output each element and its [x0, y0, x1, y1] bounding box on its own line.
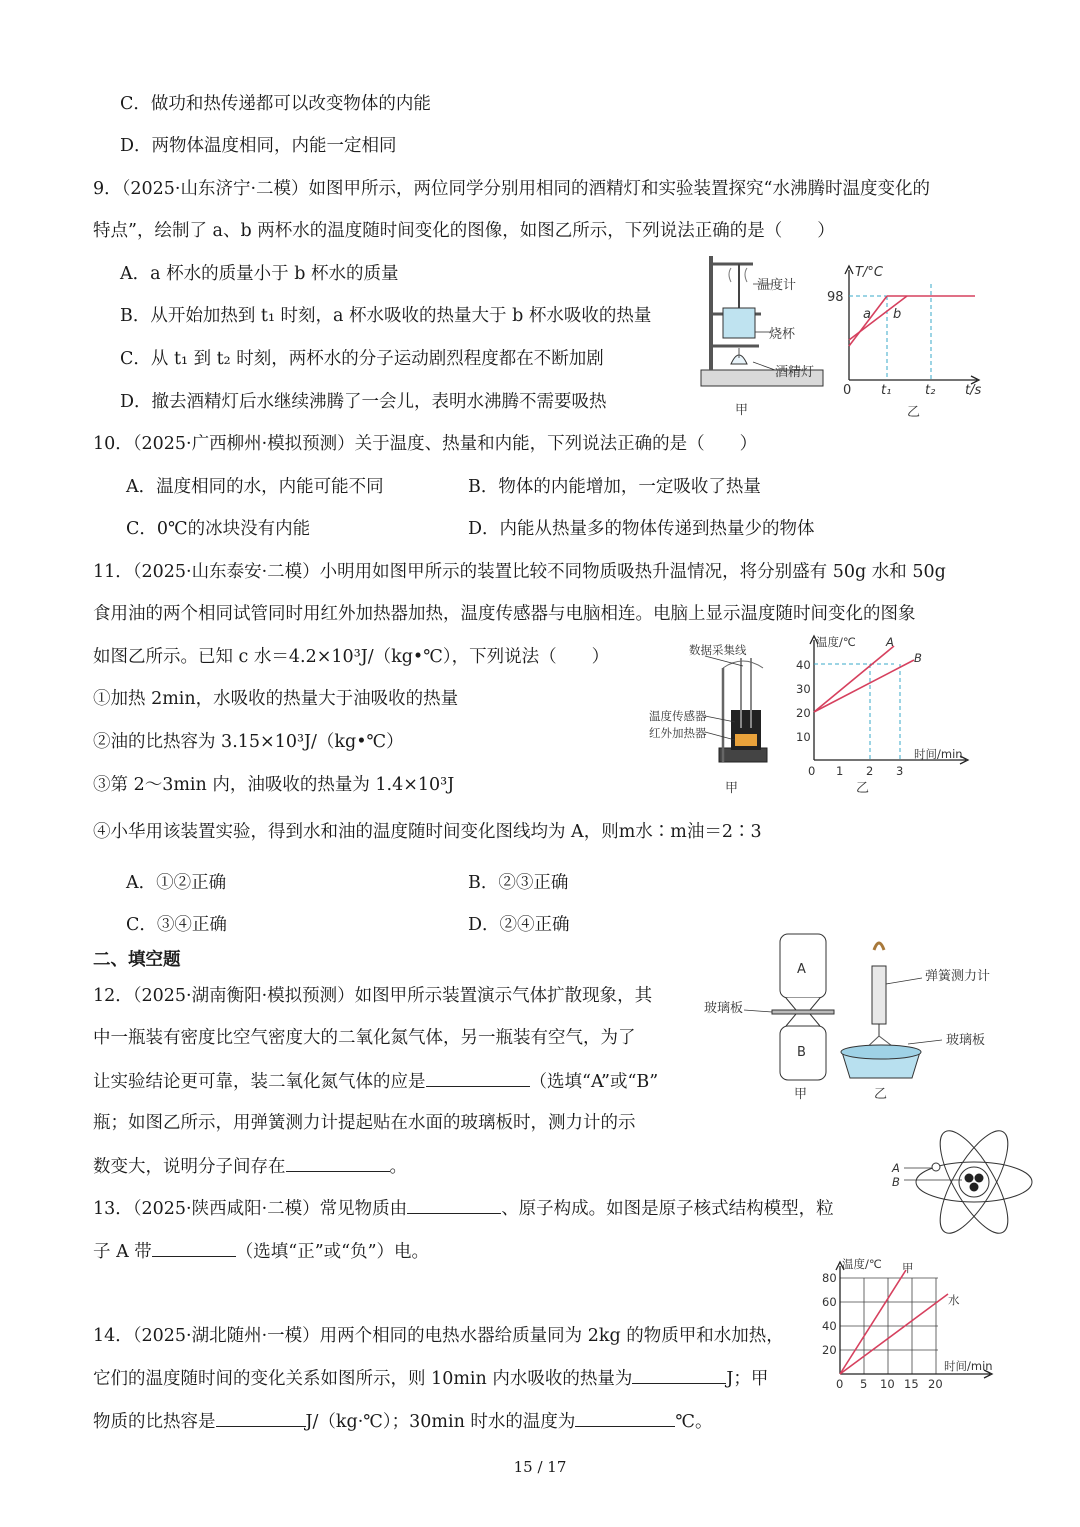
q13-atom-model — [888, 1120, 1038, 1250]
q9-stem-line2: 特点”，绘制了 a、b 两杯水的温度随时间变化的图像，如图乙所示，下列说法正确的是（ ） — [93, 221, 835, 241]
xtick-1: 1 — [836, 764, 844, 778]
q11-statement-1: ①加热 2min，水吸收的热量大于油吸收的热量 — [93, 689, 459, 709]
q14-line2-text-a: 它们的温度随时间的变化关系如图所示，则 10min 内水吸收的热量为 — [93, 1369, 633, 1389]
label-bottle-b: B — [797, 1045, 806, 1060]
q11-option-b: B．②③正确 — [468, 873, 569, 893]
q8-option-d: D．两物体温度相同，内能一定相同 — [120, 136, 397, 156]
x-label: t/s — [965, 383, 982, 398]
q12-line5-text-b: 。 — [389, 1157, 407, 1177]
q11-option-d: D．②④正确 — [468, 915, 570, 935]
y-label: 温度/℃ — [816, 635, 856, 649]
label-beaker: 烧杯 — [769, 327, 796, 342]
electron-icon — [932, 1163, 940, 1171]
q10-option-a: A．温度相同的水，内能可能不同 — [126, 477, 384, 497]
nucleus-icon — [959, 1167, 989, 1197]
caption-yi: 乙 — [856, 781, 870, 796]
spring-scale-icon — [872, 966, 886, 1024]
label-lamp: 酒精灯 — [775, 365, 815, 380]
q11-temperature-graph — [790, 632, 975, 797]
caption-jia: 甲 — [725, 781, 739, 796]
q14-line3-text-b: J/（kg·℃）；30min 时水的温度为 — [305, 1412, 576, 1432]
heater-base — [719, 748, 767, 762]
line-water — [840, 1294, 948, 1374]
q14-line3-text-a: 物质的比热容是 — [93, 1412, 216, 1432]
label-bottle-a: A — [797, 962, 806, 977]
q12-line4: 瓶；如图乙所示，用弹簧测力计提起贴在水面的玻璃板时，测力计的示 — [93, 1113, 636, 1133]
q11-stem-line1: 11．（2025·山东泰安·二模）小明用如图甲所示的装置比较不同物质吸热升温情况，将分别盛有 50g 水和 50g — [93, 562, 946, 582]
q11-stem-line3: 如图乙所示。已知 c 水＝4.2×10³J/（kg•℃），下列说法（ ） — [93, 647, 610, 667]
line-jia — [840, 1270, 906, 1374]
q10-option-d: D．内能从热量多的物体传递到热量少的物体 — [468, 519, 815, 539]
tick-t2: t₂ — [925, 383, 936, 398]
xtick-0: 0 — [836, 1377, 844, 1391]
y-label: T/°C — [855, 265, 883, 280]
section-title: 二、填空题 — [93, 950, 181, 970]
q14-temperature-graph — [808, 1256, 1008, 1396]
q14-answer-blank-2[interactable] — [216, 1408, 306, 1427]
caption-jia: 甲 — [735, 403, 749, 418]
glass-plate-icon — [772, 1010, 834, 1014]
q10-option-c: C．0℃的冰块没有内能 — [126, 519, 311, 539]
q13-line1-text-b: 、原子构成。如图是原子核式结构模型，粒 — [501, 1199, 834, 1219]
label-heater: 红外加热器 — [649, 726, 707, 740]
q13-line1 — [93, 1195, 834, 1222]
q13-line2-text-b: （选填“正”或“负”）电。 — [235, 1242, 430, 1262]
q14-line2 — [93, 1365, 768, 1392]
q13-line2-text-a: 子 A 带 — [93, 1242, 152, 1262]
q12-line3-text-b: （选填“A”或“B” — [529, 1072, 659, 1092]
q12-answer-blank-1[interactable] — [426, 1068, 530, 1087]
q12-line5-text-a: 数变大，说明分子间存在 — [93, 1157, 286, 1177]
q11-apparatus-figure — [645, 638, 795, 798]
beaker-icon — [723, 308, 755, 338]
ytick-10: 10 — [796, 730, 811, 744]
xtick-0: 0 — [808, 764, 816, 778]
tick-t1: t₁ — [881, 383, 892, 398]
q13-line2 — [93, 1238, 429, 1265]
q10-stem: 10．（2025·广西柳州·模拟预测）关于温度、热量和内能，下列说法正确的是（ ） — [93, 434, 758, 454]
q12-line3 — [93, 1068, 658, 1095]
q14-line3-text-c: ℃。 — [675, 1412, 713, 1432]
q9-temperature-graph — [825, 262, 985, 422]
q14-answer-blank-1[interactable] — [632, 1365, 726, 1384]
label-particle-a: A — [892, 1161, 900, 1175]
ytick-40: 40 — [822, 1319, 837, 1333]
xtick-5: 5 — [860, 1377, 868, 1391]
q9-apparatus-figure — [695, 252, 830, 420]
caption-jia: 甲 — [794, 1087, 808, 1102]
x-label: 时间/min — [914, 747, 963, 761]
line-B — [814, 660, 914, 712]
q14-line1: 14．（2025·湖北随州·一模）用两个相同的电热水器给质量同为 2kg 的物质甲和水加热， — [93, 1326, 784, 1346]
y-label: 温度/℃ — [842, 1257, 882, 1271]
q12-line5 — [93, 1153, 407, 1180]
q12-line1: 12．（2025·湖南衡阳·模拟预测）如图甲所示装置演示气体扩散现象，其 — [93, 986, 653, 1006]
q13-line1-text-a: 13．（2025·陕西咸阳·二模）常见物质由 — [93, 1199, 408, 1219]
label-a: a — [863, 307, 871, 322]
label-A: A — [886, 635, 894, 649]
q11-statement-2: ②油的比热容为 3.15×10³J/（kg•℃） — [93, 732, 404, 752]
q12-line3-text-a: 让实验结论更可靠，装二氧化氮气体的应是 — [93, 1072, 426, 1092]
q14-answer-blank-3[interactable] — [575, 1408, 675, 1427]
q8-option-c: C．做功和热传递都可以改变物体的内能 — [120, 94, 431, 114]
q12-answer-blank-2[interactable] — [286, 1153, 390, 1172]
tick-98: 98 — [827, 290, 844, 305]
label-water: 水 — [948, 1293, 960, 1307]
q9-option-d: D．撤去酒精灯后水继续沸腾了一会儿，表明水沸腾不需要吸热 — [120, 392, 607, 412]
xtick-10: 10 — [880, 1377, 895, 1391]
q11-option-a: A．①②正确 — [126, 873, 227, 893]
page-number: 15 / 17 — [513, 1458, 567, 1476]
q12-line2: 中一瓶装有密度比空气密度大的二氧化氮气体，另一瓶装有空气，为了 — [93, 1028, 636, 1048]
q9-option-a: A．a 杯水的质量小于 b 杯水的质量 — [120, 264, 399, 284]
q9-stem-line1: 9．（2025·山东济宁·二模）如图甲所示，两位同学分别用相同的酒精灯和实验装置探究“水沸腾时温度变化的 — [93, 179, 930, 199]
q14-line3 — [93, 1408, 712, 1435]
line-A — [814, 646, 894, 712]
label-b: b — [893, 307, 902, 322]
q13-answer-blank-1[interactable] — [407, 1195, 501, 1214]
label-sensor: 温度传感器 — [649, 709, 707, 723]
label-cable: 数据采集线 — [689, 643, 747, 657]
caption-yi: 乙 — [907, 405, 921, 420]
x-label: 时间/min — [944, 1359, 993, 1373]
ytick-60: 60 — [822, 1295, 837, 1309]
ytick-30: 30 — [796, 682, 811, 696]
xtick-15: 15 — [904, 1377, 919, 1391]
label-B: B — [914, 651, 922, 665]
q11-option-c: C．③④正确 — [126, 915, 227, 935]
q9-option-b: B．从开始加热到 t₁ 时刻，a 杯水吸收的热量大于 b 杯水吸收的热量 — [120, 306, 652, 326]
label-glass-right: 玻璃板 — [946, 1033, 986, 1048]
label-thermometer: 温度计 — [757, 278, 797, 293]
label-particle-b: B — [892, 1175, 900, 1189]
origin: 0 — [843, 383, 852, 398]
label-jia: 甲 — [902, 1261, 914, 1275]
q10-option-b: B．物体的内能增加，一定吸收了热量 — [468, 477, 761, 497]
caption-yi: 乙 — [874, 1087, 888, 1102]
q11-statement-3: ③第 2～3min 内，油吸收的热量为 1.4×10³J — [93, 775, 455, 795]
q12-diffusion-figure — [700, 928, 1010, 1108]
xtick-2: 2 — [866, 764, 874, 778]
q13-answer-blank-2[interactable] — [152, 1238, 236, 1257]
q14-line2-text-b: J；甲 — [726, 1369, 769, 1389]
xtick-3: 3 — [896, 764, 904, 778]
label-glass-left: 玻璃板 — [704, 1001, 744, 1016]
ytick-20: 20 — [822, 1343, 837, 1357]
ytick-20: 20 — [796, 706, 811, 720]
ytick-40: 40 — [796, 658, 811, 672]
q11-statement-4: ④小华用该装置实验，得到水和油的温度随时间变化图线均为 A，则m水∶m油＝2∶3 — [93, 822, 762, 842]
q11-stem-line2: 食用油的两个相同试管同时用红外加热器加热，温度传感器与电脑相连。电脑上显示温度随时间变化的图象 — [93, 604, 916, 624]
label-spring-scale: 弹簧测力计 — [925, 969, 991, 984]
q9-option-c: C．从 t₁ 到 t₂ 时刻，两杯水的分子运动剧烈程度都在不断加剧 — [120, 349, 604, 369]
ytick-80: 80 — [822, 1271, 837, 1285]
xtick-20: 20 — [928, 1377, 943, 1391]
